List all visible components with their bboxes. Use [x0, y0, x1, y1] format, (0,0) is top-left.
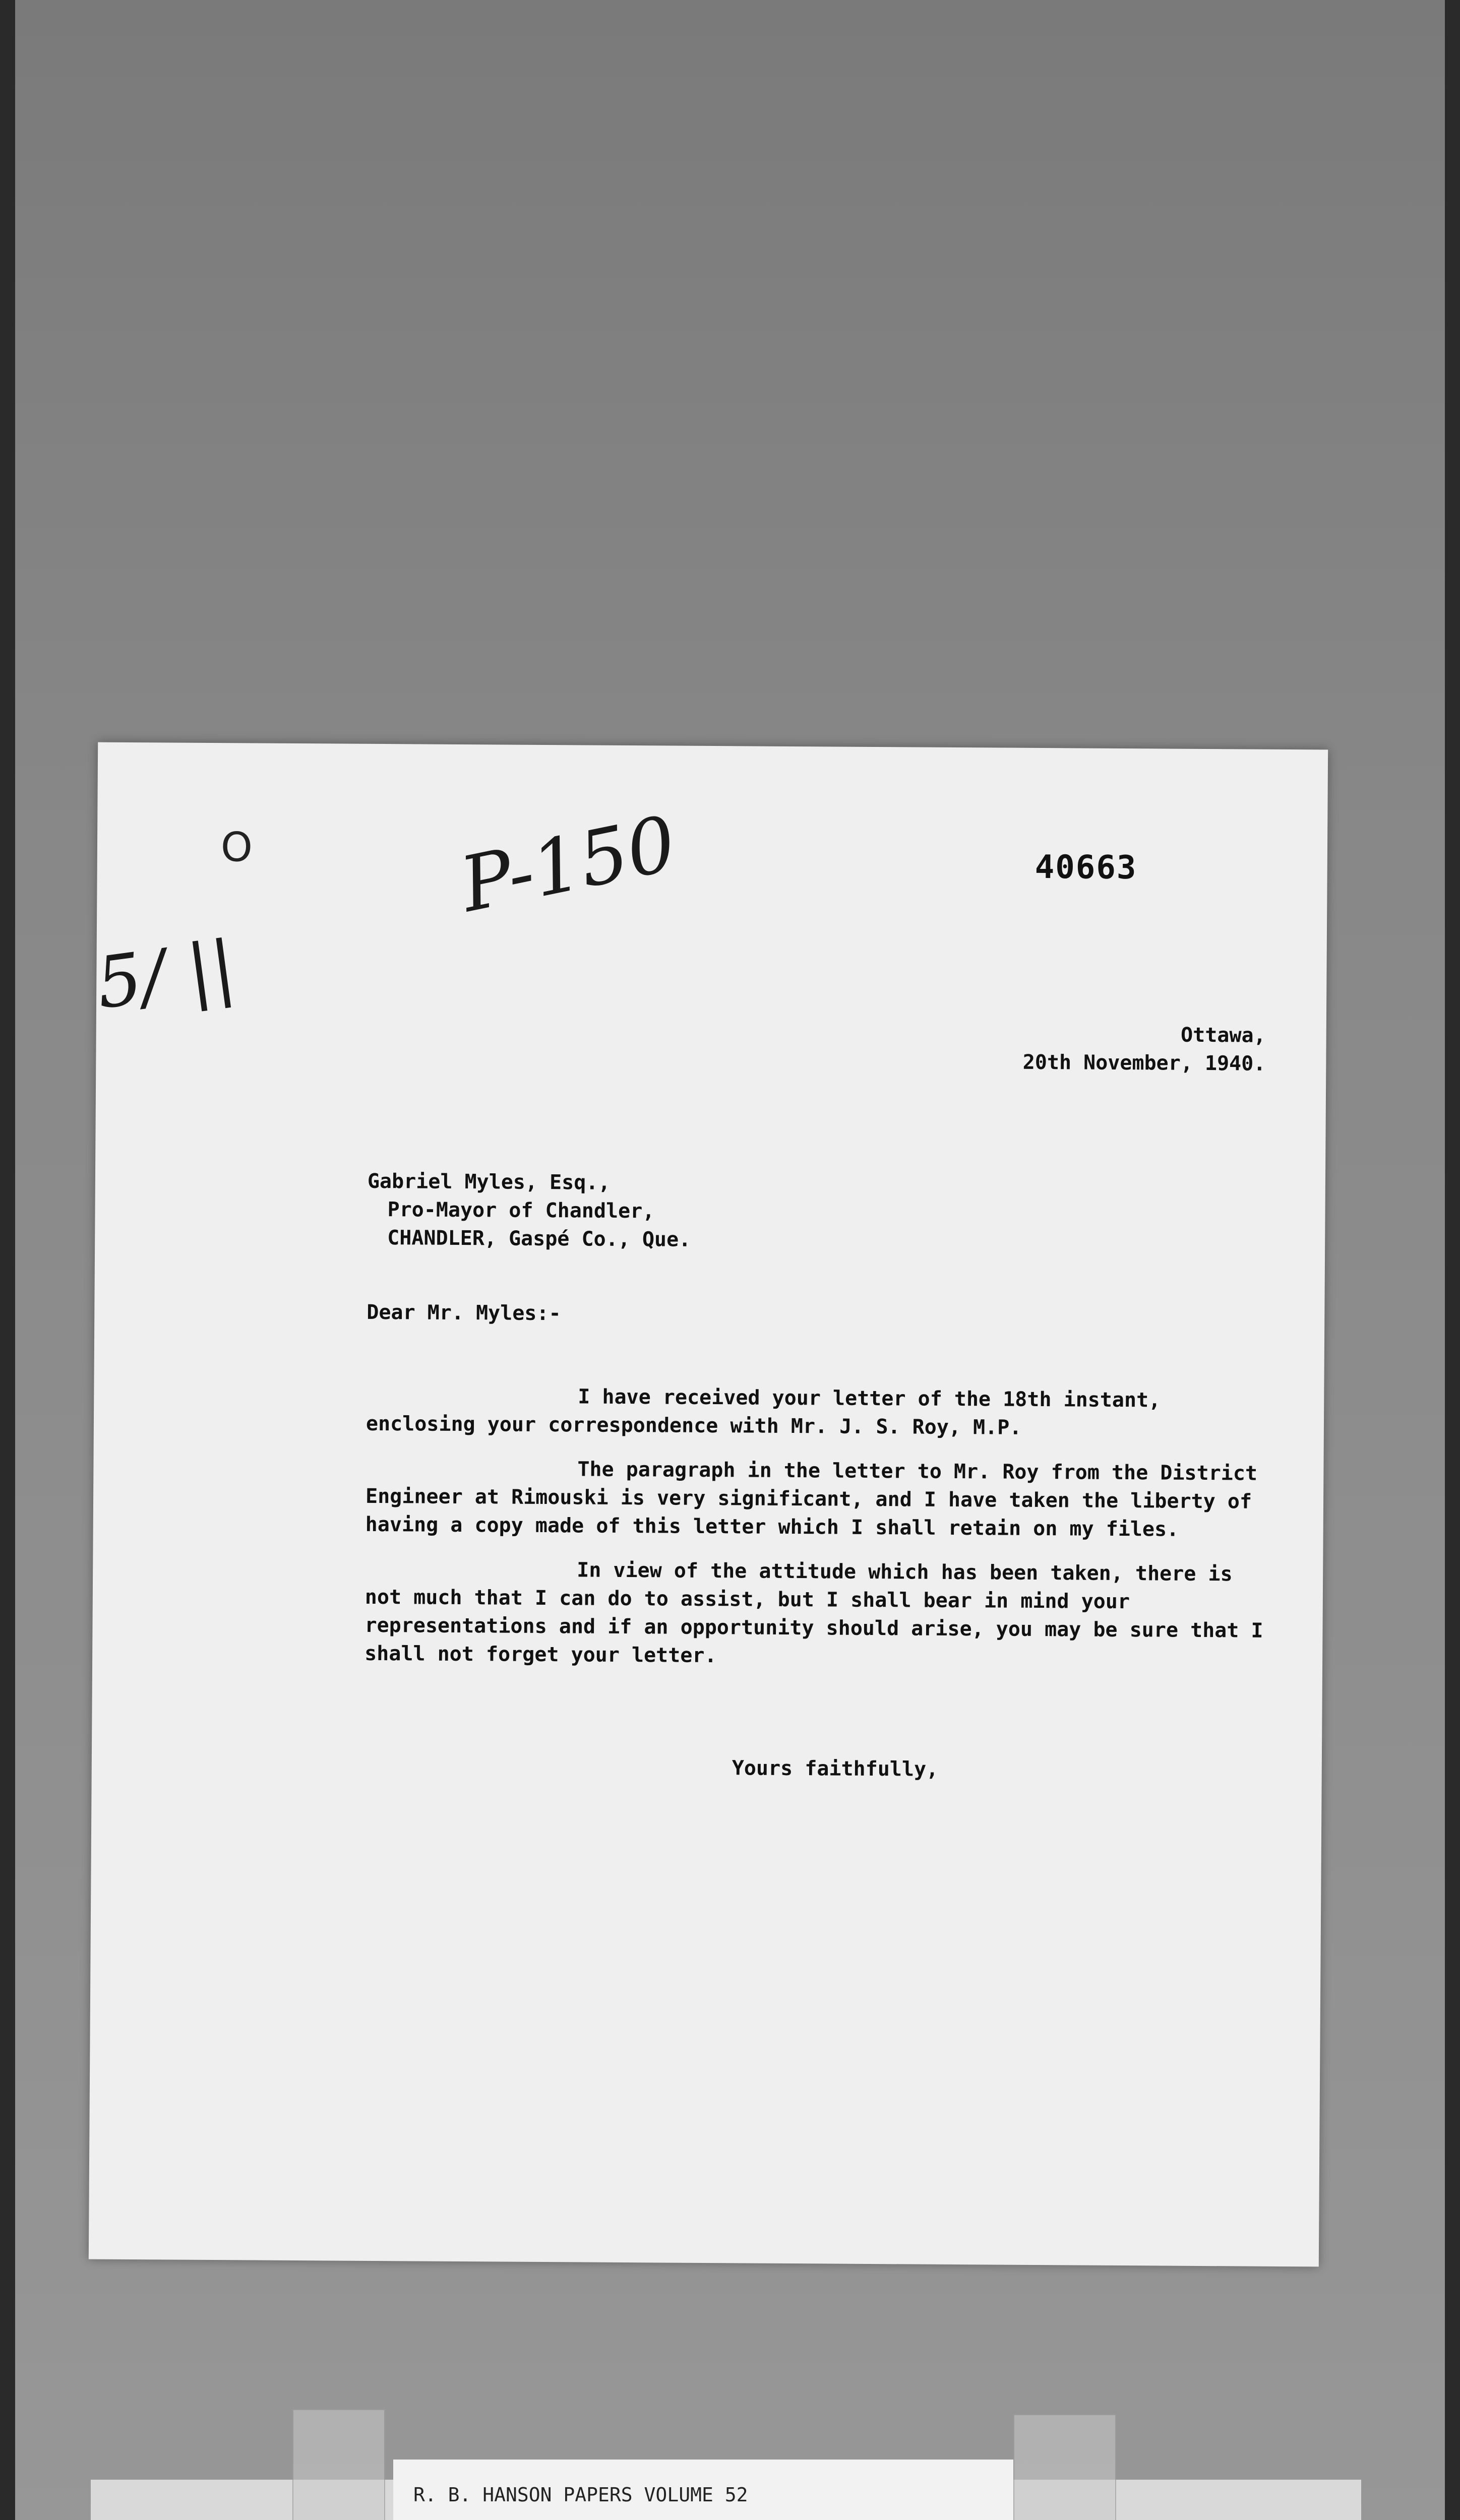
tape-left — [292, 2409, 385, 2520]
letter-body — [364, 1381, 1274, 1689]
paragraph-1: I have received your letter of the 18th instant, enclosing your correspondence with Mr. J. S. Roy, M.P. — [366, 1385, 1161, 1439]
date-city: Ottawa, — [1180, 1023, 1266, 1047]
dateline — [882, 1019, 1266, 1078]
handwritten-reference: P-150 — [453, 799, 684, 929]
paragraph-3: In view of the attitude which has been taken, there is not much that I can do to assist, but I shall bear in mind your representations and if an opportunity should arise, you may be sure that I shall not forget your letter. — [364, 1558, 1263, 1668]
paragraph-2: The paragraph in the letter to Mr. Roy from the District Engineer at Rimouski is very significant, and I have taken the liberty of having a copy made of this letter which I shall retain on my files. — [365, 1458, 1258, 1541]
recipient-location: CHANDLER, Gaspé Co., Que. — [387, 1226, 691, 1251]
recipient-name: Gabriel Myles, Esq., — [367, 1169, 611, 1194]
closing: Yours faithfully, — [732, 1756, 939, 1781]
salutation: Dear Mr. Myles:- — [367, 1300, 561, 1326]
recipient-address — [367, 1167, 691, 1254]
handwritten-mark: 5/ || — [91, 925, 240, 1025]
date: 20th November, 1940. — [1022, 1050, 1266, 1076]
letter-page — [89, 742, 1328, 2267]
document-number: 40663 — [1035, 848, 1137, 887]
recipient-title: Pro-Mayor of Chandler, — [387, 1198, 655, 1223]
tape-right — [1013, 2414, 1116, 2520]
collection-label: R. B. HANSON PAPERS VOLUME 52 — [393, 2460, 1013, 2520]
ring-mark: O — [220, 824, 253, 871]
